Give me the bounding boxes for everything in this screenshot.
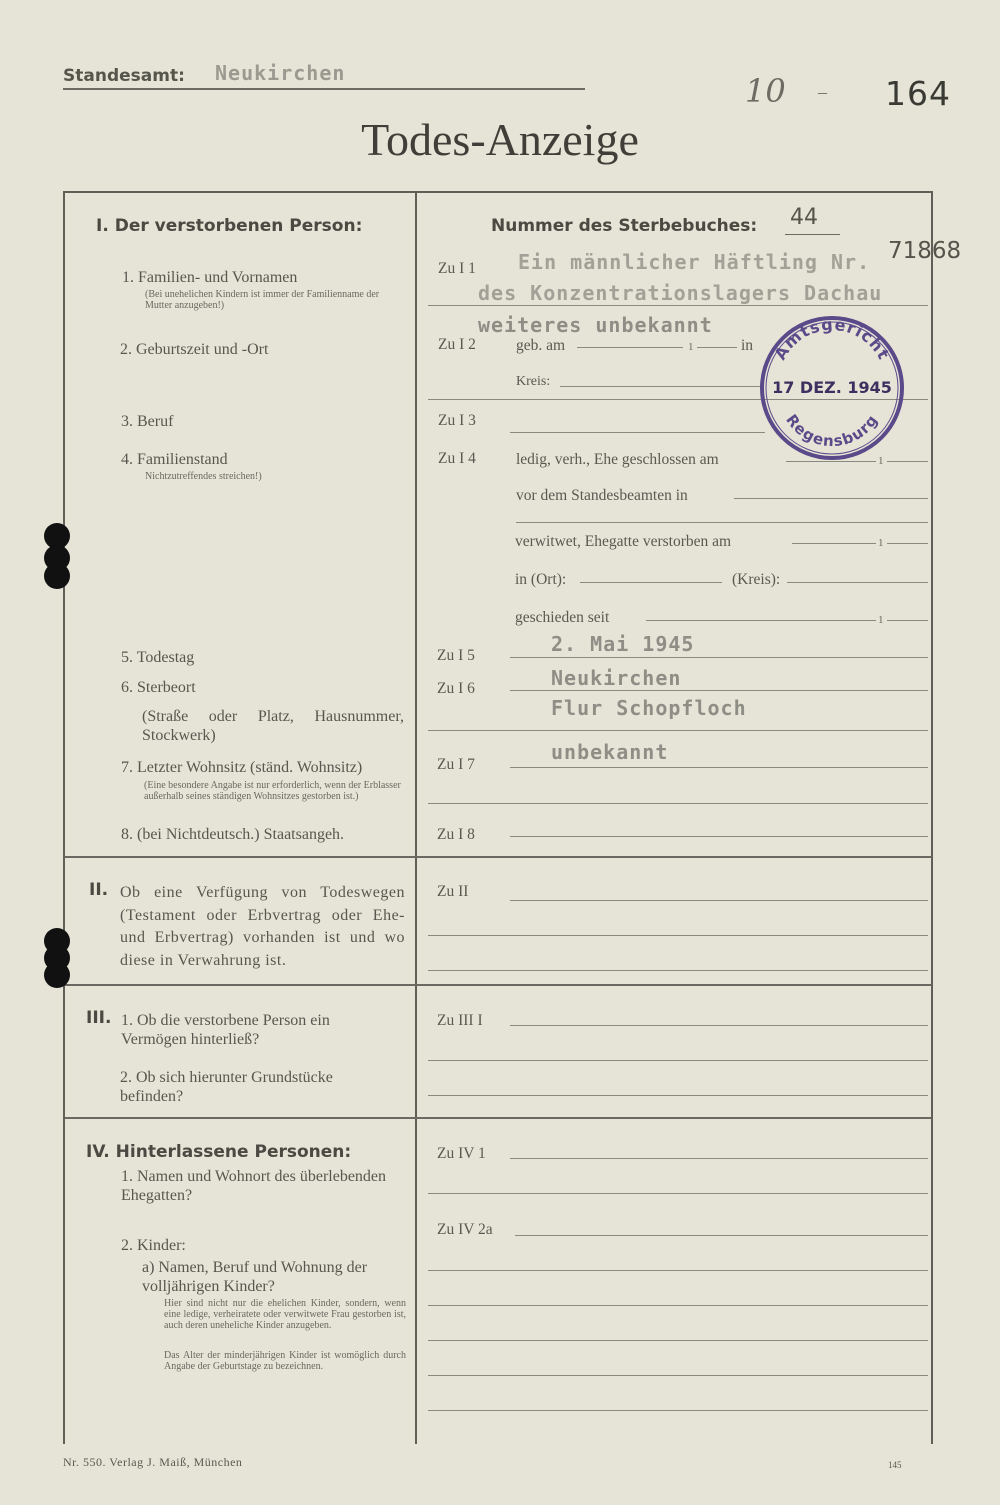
- section3-number: III.: [86, 1008, 112, 1028]
- row-line: [560, 386, 760, 387]
- prisoner-number: 71868: [888, 238, 962, 264]
- row-line: [510, 1025, 928, 1026]
- standesamt-label: Standesamt:: [63, 66, 185, 86]
- section4-q1: 1. Namen und Wohnort des überlebenden Ehegatten?: [121, 1168, 387, 1204]
- zu-i4: Zu I 4: [438, 450, 476, 467]
- row-line: [510, 1158, 928, 1159]
- row-line: [428, 1410, 928, 1411]
- section2-number: II.: [89, 880, 109, 900]
- column-divider: [415, 191, 417, 1444]
- row-line: [887, 543, 928, 544]
- row-line: [787, 582, 928, 583]
- row-line: [887, 620, 928, 621]
- section3-q2: 2. Ob sich hierunter Grundstücke befinden?: [120, 1069, 333, 1105]
- handwritten-reference-suffix: –: [818, 82, 827, 102]
- row-line: [428, 935, 928, 936]
- item7-label: 7. Letzter Wohnsitz (ständ. Wohnsitz): [121, 759, 363, 776]
- svg-text:Amtsgericht: [771, 315, 894, 363]
- stamp-date: 17 DEZ. 1945: [772, 378, 892, 397]
- stand-sep5: 1: [878, 614, 884, 626]
- todestag-value: 2. Mai 1945: [551, 632, 695, 656]
- zu-i5: Zu I 5: [437, 647, 475, 664]
- row-line: [428, 970, 928, 971]
- stand-line3: verwitwet, Ehegatte verstorben am: [515, 533, 732, 550]
- section1-heading: I. Der verstorbenen Person:: [96, 216, 363, 236]
- stand-sep1: 1: [878, 455, 884, 467]
- item2-label: 2. Geburtszeit und -Ort: [120, 341, 269, 358]
- page-title: Todes-Anzeige: [361, 114, 639, 165]
- sterbebuch-label: Nummer des Sterbebuches:: [491, 216, 758, 236]
- row-line: [428, 730, 928, 731]
- section-divider-2: [65, 856, 931, 858]
- row-line: [510, 900, 928, 901]
- stand-line1: ledig, verh., Ehe geschlossen am: [516, 451, 719, 468]
- zu-iii: Zu III I: [437, 1012, 483, 1029]
- row-line: [428, 1095, 928, 1096]
- row-line: [577, 347, 683, 348]
- row-line: [697, 347, 737, 348]
- row-line: [428, 305, 928, 306]
- geb-sep: 1: [688, 341, 694, 353]
- sterbebuch-rule: [785, 234, 840, 235]
- section3-q1: 1. Ob die verstorbene Person ein Vermögen hinterließ?: [121, 1012, 330, 1048]
- name-line1: Ein männlicher Häftling Nr.: [518, 250, 871, 274]
- item4-note: Nichtzutreffendes streichen!): [145, 471, 262, 482]
- wohnsitz-value: unbekannt: [551, 740, 669, 764]
- row-line: [580, 582, 722, 583]
- zu-i7: Zu I 7: [437, 756, 475, 773]
- stamp-icon: [757, 311, 907, 471]
- row-line: [428, 803, 928, 804]
- stamp-top-text: Amtsgericht: [770, 314, 894, 364]
- row-line: [734, 498, 928, 499]
- name-line2: des Konzentrationslagers Dachau: [478, 281, 883, 305]
- zu-i6: Zu I 6: [437, 680, 475, 697]
- row-line: [510, 690, 928, 691]
- court-stamp: [757, 311, 907, 471]
- zu-i3: Zu I 3: [438, 412, 476, 429]
- section4-q2a: a) Namen, Beruf und Wohnung der volljährigen Kinder?: [142, 1259, 368, 1295]
- stamp-bottom-text: Regensburg: [782, 410, 882, 451]
- zu-iv2a: Zu IV 2a: [437, 1221, 493, 1238]
- zu-i2: Zu I 2: [438, 336, 476, 353]
- punch-hole: [44, 563, 70, 589]
- row-line: [428, 1193, 928, 1194]
- geb-am: geb. am: [516, 337, 566, 354]
- item5-label: 5. Todestag: [121, 649, 195, 666]
- section4-q2: 2. Kinder:: [121, 1237, 186, 1254]
- row-line: [428, 1270, 928, 1271]
- sterbeort-line1: Neukirchen: [551, 666, 682, 690]
- standesamt-value: Neukirchen: [215, 61, 346, 85]
- section-divider-4: [65, 1117, 931, 1119]
- row-line: [516, 522, 928, 523]
- zu-iv1: Zu IV 1: [437, 1145, 486, 1162]
- row-line: [510, 767, 928, 768]
- row-line: [510, 836, 928, 837]
- row-line: [792, 543, 876, 544]
- row-line: [510, 432, 765, 433]
- item4-label: 4. Familienstand: [121, 451, 228, 468]
- section-divider-3: [65, 984, 931, 986]
- stand-line2: vor dem Standesbeamten in: [516, 487, 688, 504]
- item3-label: 3. Beruf: [121, 413, 174, 430]
- item6-label: 6. Sterbeort: [121, 679, 196, 696]
- item7-note: (Eine besondere Angabe ist nur erforderlich, wenn der Erblasser außerhalb seines ständigen Wohnsitzes gestorben ist.): [144, 780, 401, 802]
- form-code: 145: [888, 1460, 902, 1470]
- geb-in: in: [741, 337, 754, 354]
- standesamt-rule: [63, 88, 585, 90]
- item6-sub: (Straße oder Platz, Hausnummer, Stockwerk): [142, 708, 404, 744]
- stand-sep3: 1: [878, 537, 884, 549]
- row-line: [515, 1235, 928, 1236]
- punch-hole: [44, 962, 70, 988]
- stand-ort: in (Ort):: [515, 571, 567, 588]
- section2-text: Ob eine Verfügung von Todeswegen (Testament oder Erbvertrag oder Ehe- und Erbvertrag) vorhanden ist und wo diese in Verwahrung ist.: [120, 884, 405, 969]
- section4-note2: Das Alter der minderjährigen Kinder ist womöglich durch Angabe der Geburtstage zu bezeichnen.: [164, 1350, 406, 1372]
- sterbebuch-number: 44: [790, 205, 818, 230]
- zu-i8: Zu I 8: [437, 826, 475, 843]
- item8-label: 8. (bei Nichtdeutsch.) Staatsangeh.: [121, 826, 345, 843]
- section4-heading: IV. Hinterlassene Personen:: [86, 1142, 352, 1162]
- row-line: [428, 1375, 928, 1376]
- stand-kreis: (Kreis):: [732, 571, 781, 588]
- row-line: [646, 620, 876, 621]
- kreis-label: Kreis:: [516, 374, 551, 389]
- section4-note1: Hier sind nicht nur die ehelichen Kinder, sondern, wenn eine ledige, verheiratete oder verwitwete Frau gestorben ist, auch deren uneheliche Kinder anzugeben.: [164, 1298, 406, 1331]
- row-line: [428, 1060, 928, 1061]
- zu-i1: Zu I 1: [438, 260, 476, 277]
- handwritten-reference: 10: [745, 72, 786, 110]
- publisher-imprint: Nr. 550. Verlag J. Maiß, München: [63, 1455, 243, 1469]
- stand-line5: geschieden seit: [515, 609, 610, 626]
- row-line: [510, 657, 928, 658]
- item1-note: (Bei unehelichen Kindern ist immer der Familienname der Mutter anzugeben!): [145, 289, 380, 311]
- page-number: 164: [885, 74, 951, 113]
- zu-ii: Zu II: [437, 883, 469, 900]
- row-line: [428, 1340, 928, 1341]
- sterbeort-line2: Flur Schopfloch: [551, 696, 747, 720]
- name-line3: weiteres unbekannt: [478, 313, 713, 337]
- row-line: [428, 1305, 928, 1306]
- item1-label: 1. Familien- und Vornamen: [122, 269, 298, 286]
